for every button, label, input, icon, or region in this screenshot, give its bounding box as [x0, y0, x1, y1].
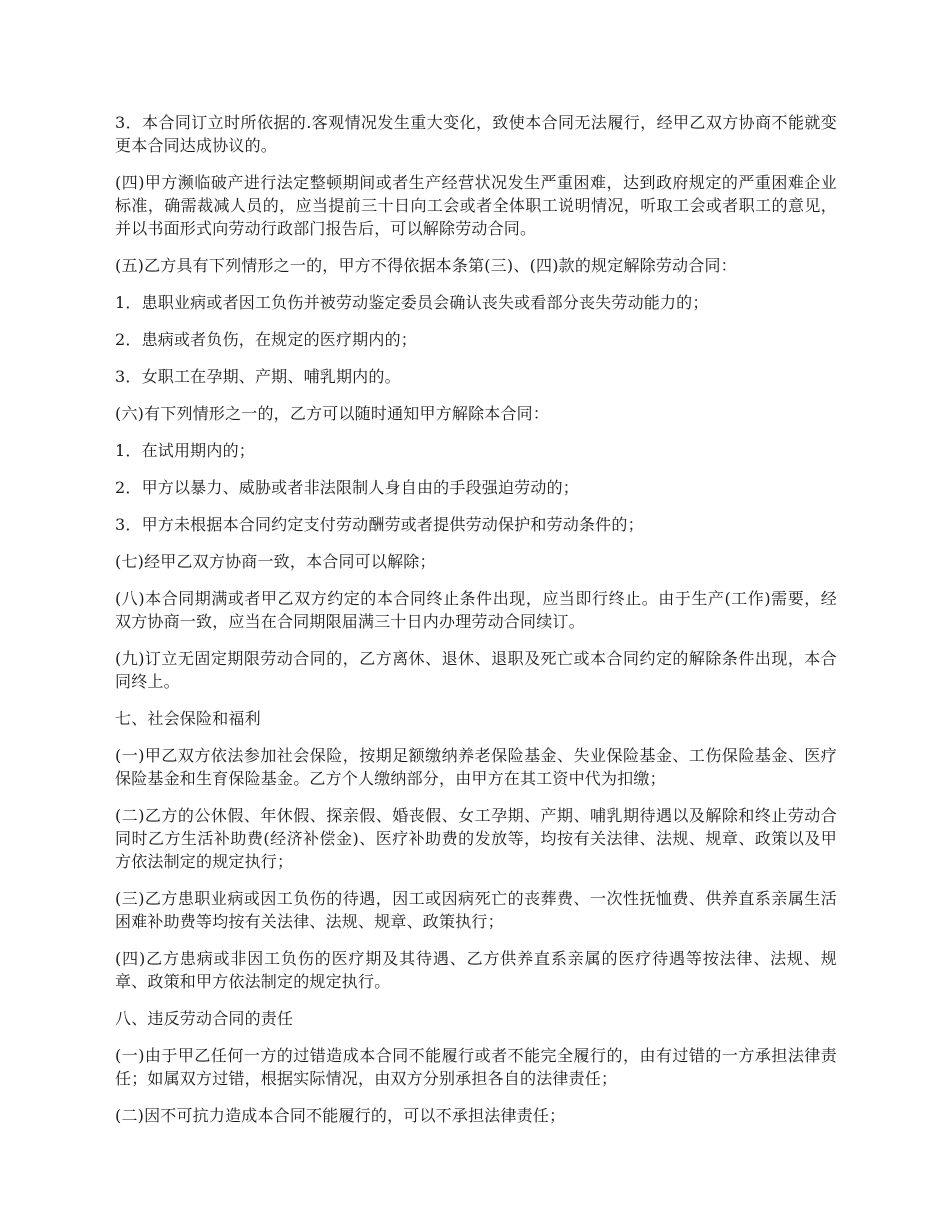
clause-paragraph: (二)因不可抗力造成本合同不能履行的，可以不承担法律责任；: [115, 1106, 566, 1125]
section-heading: 七、社会保险和福利: [115, 709, 261, 728]
document-body: [115, 111, 837, 1141]
clause-paragraph: 2．甲方以暴力、威胁或者非法限制人身自由的手段强迫劳动的；: [115, 478, 579, 497]
clause-paragraph: (四)甲方濒临破产进行法定整顿期间或者生产经营状况发生严重困难，达到政府规定的严重困难企业标准，确需裁减人员的，应当提前三十日向工会或者全体职工说明情况，听取工会或者职工的意见，并以书面形式向劳动行政部门报告后，可以解除劳动合同。: [115, 173, 837, 238]
clause-paragraph: 3．女职工在孕期、产期、哺乳期内的。: [115, 367, 401, 386]
clause-paragraph: 2．患病或者负伤，在规定的医疗期内的；: [115, 330, 417, 349]
clause-paragraph: (二)乙方的公休假、年休假、探亲假、婚丧假、女工孕期、产期、哺乳期待遇以及解除和终止劳动合同时乙方生活补助费(经济补偿金)、医疗补助费的发放等，均按有关法律、法规、规章、政策以及甲方依法制定的规定执行；: [115, 806, 837, 871]
clause-paragraph: (一)由于甲乙任何一方的过错造成本合同不能履行或者不能完全履行的，由有过错的一方承担法律责任；如属双方过错，根据实际情况，由双方分别承担各自的法律责任；: [115, 1046, 837, 1088]
clause-paragraph: (九)订立无固定期限劳动合同的，乙方离休、退休、退职及死亡或本合同约定的解除条件出现，本合同终上。: [115, 649, 837, 691]
clause-paragraph: 3．甲方未根据本合同约定支付劳动酬劳或者提供劳动保护和劳动条件的；: [115, 515, 644, 534]
clause-paragraph: (四)乙方患病或非因工负伤的医疗期及其待遇、乙方供养直系亲属的医疗待遇等按法律、法规、规章、政策和甲方依法制定的规定执行。: [115, 949, 837, 991]
clause-paragraph: 1．患职业病或者因工负伤并被劳动鉴定委员会确认丧失或看部分丧失劳动能力的；: [115, 293, 709, 312]
clause-paragraph: 1．在试用期内的；: [115, 441, 255, 460]
clause-paragraph: (一)甲乙双方依法参加社会保险，按期足额缴纳养老保险基金、失业保险基金、工伤保险基金、医疗保险基金和生育保险基金。乙方个人缴纳部分，由甲方在其工资中代为扣缴；: [115, 746, 837, 788]
clause-paragraph: (六)有下列情形之一的，乙方可以随时通知甲方解除本合同：: [115, 404, 550, 423]
clause-paragraph: (七)经甲乙双方协商一致，本合同可以解除；: [115, 552, 436, 571]
clause-paragraph: (五)乙方具有下列情形之一的，甲方不得依据本条第(三)、(四)款的规定解除劳动合同：: [115, 256, 737, 275]
clause-paragraph: 3．本合同订立时所依据的.客观情况发生重大变化，致使本合同无法履行，经甲乙双方协商不能就变更本合同达成协议的。: [115, 113, 837, 155]
clause-paragraph: (三)乙方患职业病或因工负伤的待遇，因工或因病死亡的丧葬费、一次性抚恤费、供养直系亲属生活困难补助费等均按有关法律、法规、规章、政策执行；: [115, 889, 837, 931]
section-heading: 八、违反劳动合同的责任: [115, 1009, 294, 1028]
clause-paragraph: (八)本合同期满或者甲乙双方约定的本合同终止条件出现，应当即行终止。由于生产(工作)需要，经双方协商一致，应当在合同期限届满三十日内办理劳动合同续订。: [115, 589, 837, 631]
